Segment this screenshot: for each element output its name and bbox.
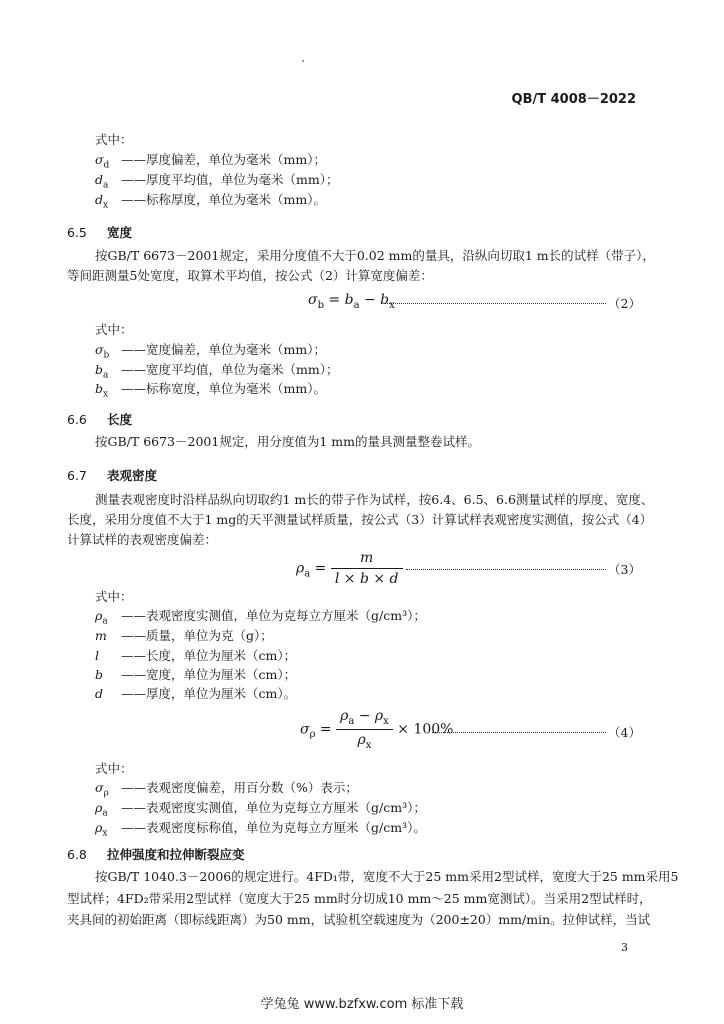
standard-number: QB/T 4008－2022 [511, 92, 636, 107]
page-number: 3 [621, 941, 628, 954]
where-label: 式中： [95, 761, 133, 776]
dot-leader [384, 303, 606, 304]
paragraph-line: 长度，采用分度值不大于1 mg的天平测量试样质量，按公式（3）计算试样表观密度实测值，按公式（4） [67, 512, 653, 527]
where-item: $d_x$ ——标称厚度，单位为毫米（mm）。 [95, 192, 326, 211]
paragraph-line: 按GB/T 6673－2001规定，采用分度值不大于0.02 mm的量具，沿纵向切取1 m长的试样（带子）， [95, 248, 655, 263]
scan-speck [302, 60, 304, 62]
where-item: m ——质量，单位为克（g）； [95, 628, 273, 643]
formula-4: $\sigma_\rho$ = $\frac{\rho_a - \rho_x}{\rho_x}$ × 100% [300, 708, 454, 751]
paragraph-line: 按GB/T 1040.3－2006的规定进行。4FD₁带，宽度不大于25 mm采用2型试样，宽度大于25 mm采用5 [95, 869, 679, 884]
where-item: b ——宽度，单位为厘米（cm）； [95, 667, 297, 682]
equation-number: （3） [608, 562, 641, 577]
where-item: $\sigma_\rho$ ——表观密度偏差，用百分数（%）表示； [95, 780, 358, 799]
formula-3: $\rho_a$ = $\frac{m}{l \times b \times d}$ [296, 550, 403, 587]
where-item: $b_a$ ——宽度平均值，单位为毫米（mm）； [95, 362, 339, 381]
footer-watermark: 学兔兔 www.bzfxw.com 标准下载 [260, 997, 464, 1012]
section-heading-6-8: 6.8 拉伸强度和拉伸断裂应变 [67, 847, 245, 862]
where-item: $\rho_x$ ——表观密度标称值，单位为克每立方厘米（g/cm³）。 [95, 820, 426, 839]
dot-leader [432, 732, 606, 733]
where-item: $\rho_a$ ——表观密度实测值，单位为克每立方厘米（g/cm³）； [95, 608, 426, 627]
equation-number: （2） [608, 296, 641, 311]
paragraph-line: 夹具间的初始距离（即标线距离）为50 mm，试验机空载速度为（200±20）mm/min。拉伸试样，当试 [67, 912, 651, 927]
formula-2: $\sigma_b = b_a - b_x$ [308, 292, 395, 311]
section-heading-6-5: 6.5 宽度 [67, 225, 133, 240]
section-heading-6-6: 6.6 长度 [67, 412, 133, 427]
where-item: $\rho_a$ ——表观密度实测值，单位为克每立方厘米（g/cm³）； [95, 800, 426, 819]
paragraph-line: 等间距测量5处宽度，取算术平均值，按公式（2）计算宽度偏差： [67, 268, 433, 283]
where-item: $b_x$ ——标称宽度，单位为毫米（mm）。 [95, 381, 326, 400]
equation-number: （4） [608, 725, 641, 740]
paragraph-line: 型试样；4FD₂带采用2型试样（宽度大于25 mm时分切成10 mm～25 mm宽测试）。当采用2型试样时， [67, 891, 652, 906]
where-label: 式中： [95, 132, 133, 147]
where-label: 式中： [95, 589, 133, 604]
where-item: $\sigma_b$ ——宽度偏差，单位为毫米（mm）； [95, 342, 326, 361]
where-label: 式中： [95, 322, 133, 337]
where-item: l ——长度，单位为厘米（cm）； [95, 648, 297, 663]
paragraph-line: 按GB/T 6673－2001规定，用分度值为1 mm的量具测量整卷试样。 [95, 434, 480, 449]
where-item: $\sigma_d$ ——厚度偏差，单位为毫米（mm）； [95, 152, 326, 171]
where-item: d ——厚度，单位为厘米（cm）。 [95, 686, 297, 701]
section-heading-6-7: 6.7 表观密度 [67, 468, 158, 483]
paragraph-line: 计算试样的表观密度偏差： [67, 532, 218, 547]
paragraph-line: 测量表观密度时沿样品纵向切取约1 m长的带子作为试样，按6.4、6.5、6.6测量试样的厚度、宽度、 [95, 492, 654, 507]
where-item: $d_a$ ——厚度平均值，单位为毫米（mm）； [95, 172, 339, 191]
dot-leader [406, 569, 606, 570]
